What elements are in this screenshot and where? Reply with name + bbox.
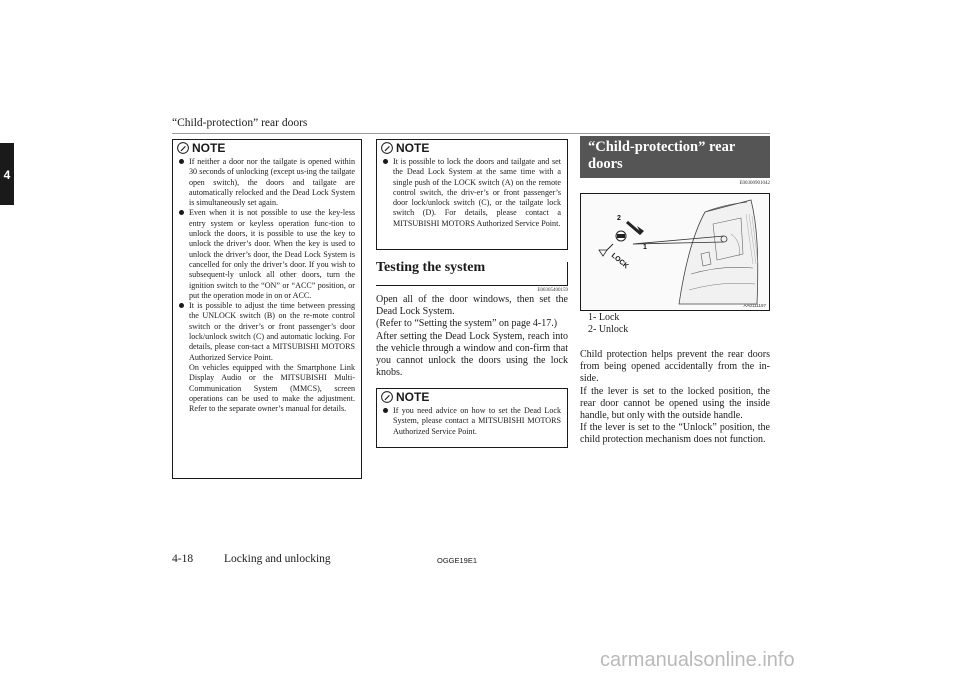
note-body [377,155,567,233]
child-lock-figure [580,193,770,311]
note-pencil-icon [381,142,393,154]
figure-callout-2: 2 [617,215,621,222]
section-heading-testing [376,260,568,286]
chapter-title: Locking and unlocking [224,553,331,565]
note-body [377,404,567,441]
note-box-middle-top [376,139,568,250]
note-item: If you need advice on how to set the Dead Lock System, please contact a MITSUBISHI MOTORS Authorized Service Point. [383,406,561,437]
note-label: NOTE [396,389,430,404]
heading-underline [376,285,568,286]
watermark-text[interactable]: carmanualsonline.info [600,649,795,671]
note-pencil-icon [381,391,393,403]
header-rule [172,133,770,134]
paragraph: If the lever is set to the “Unlock” position, the child protection mechanism does not function. [580,422,770,446]
note-pencil-icon [177,142,189,154]
running-head-title: “Child-protection” rear doors [172,117,308,129]
child-lock-illustration [581,194,769,310]
paragraph: (Refer to “Setting the system” on page 4-17.) [376,318,558,330]
chapter-number: 4 [3,168,11,182]
note-item: If neither a door nor the tailgate is opened within 30 seconds of unlocking (except us-ing the tailgate open switch), the doors and tailgate are automatically relocked and the Dead Lock System is simultaneously set again. [179,157,355,208]
document-code: OGGE19E1 [437,556,478,565]
heading-rule-vertical [567,262,568,286]
figure-code: AA0111197 [743,303,766,308]
figure-lock-label: LOCK [609,252,630,271]
figure-legend [588,312,628,337]
note-header [377,140,567,155]
note-label: NOTE [396,140,430,155]
section-code: E00300901042 [739,181,770,186]
heading-line: doors [588,156,623,172]
legend-item: 1- Lock [588,312,620,323]
note-box-left [172,139,362,479]
note-body [173,155,361,418]
note-box-middle-bottom [376,388,568,448]
legend-item: 2- Unlock [588,324,629,336]
section-heading-child-protection [580,136,770,178]
note-item: It is possible to adjust the time between pressing the UNLOCK switch (B) on the re-mote control switch or the driver’s or front passenger’s door lock/unlock switch (C) and automatic locking. For details, please con-tact a MITSUBISHI MOTORS Authorized Service Point. [179,301,355,363]
page-number: 4-18 [172,553,194,565]
paragraph: Child protection helps prevent the rear doors from being opened accidentally from the in-side. [580,349,770,385]
section-code: E00305400159 [537,288,568,293]
note-continuation: On vehicles equipped with the Smartphone Link Display Audio or the MITSUBISHI Multi-Communication System (MMCS), screen operations can be used to make the adjustment. Refer to the separate owner’s manual for details. [189,362,355,414]
child-protection-body [580,349,770,447]
heading-line: “Child-protection” rear [588,139,736,155]
note-header [173,140,361,155]
section-title: Testing the system [376,260,486,275]
paragraph: After setting the Dead Lock System, reach into the vehicle through a window and con-firm that you cannot unlock the doors using the lock knobs. [376,330,568,379]
note-header [377,389,567,404]
note-item: Even when it is not possible to use the key-less entry system or keyless operation func-tion to unlock the doors, it is possible to use the key to unlock the driver’s door. When the key is used to unlock the driver’s door, the Dead Lock System is cancelled for only the driver’s door. If you wish to subsequent-ly unlock all other doors, turn the ignition switch to the “ON” or “ACC” position, or put the operation mode in on or ACC. [179,208,355,301]
note-label: NOTE [192,140,226,155]
figure-callout-1: 1 [643,244,647,251]
paragraph: If the lever is set to the locked position, the rear door cannot be opened using the inside handle, but only with the outside handle. [580,385,770,422]
paragraph: Open all of the door windows, then set the Dead Lock System. [376,294,568,318]
testing-body [376,294,568,379]
note-item: It is possible to lock the doors and tailgate and set the Dead Lock System at the same time with a single push of the LOCK switch (A) on the remote control switch, the driv-er’s or front passenger’s door lock/unlock switch (C), or the tailgate lock switch (D). For details, please contact a MITSUBISHI MOTORS Authorized Service Point. [383,157,561,229]
